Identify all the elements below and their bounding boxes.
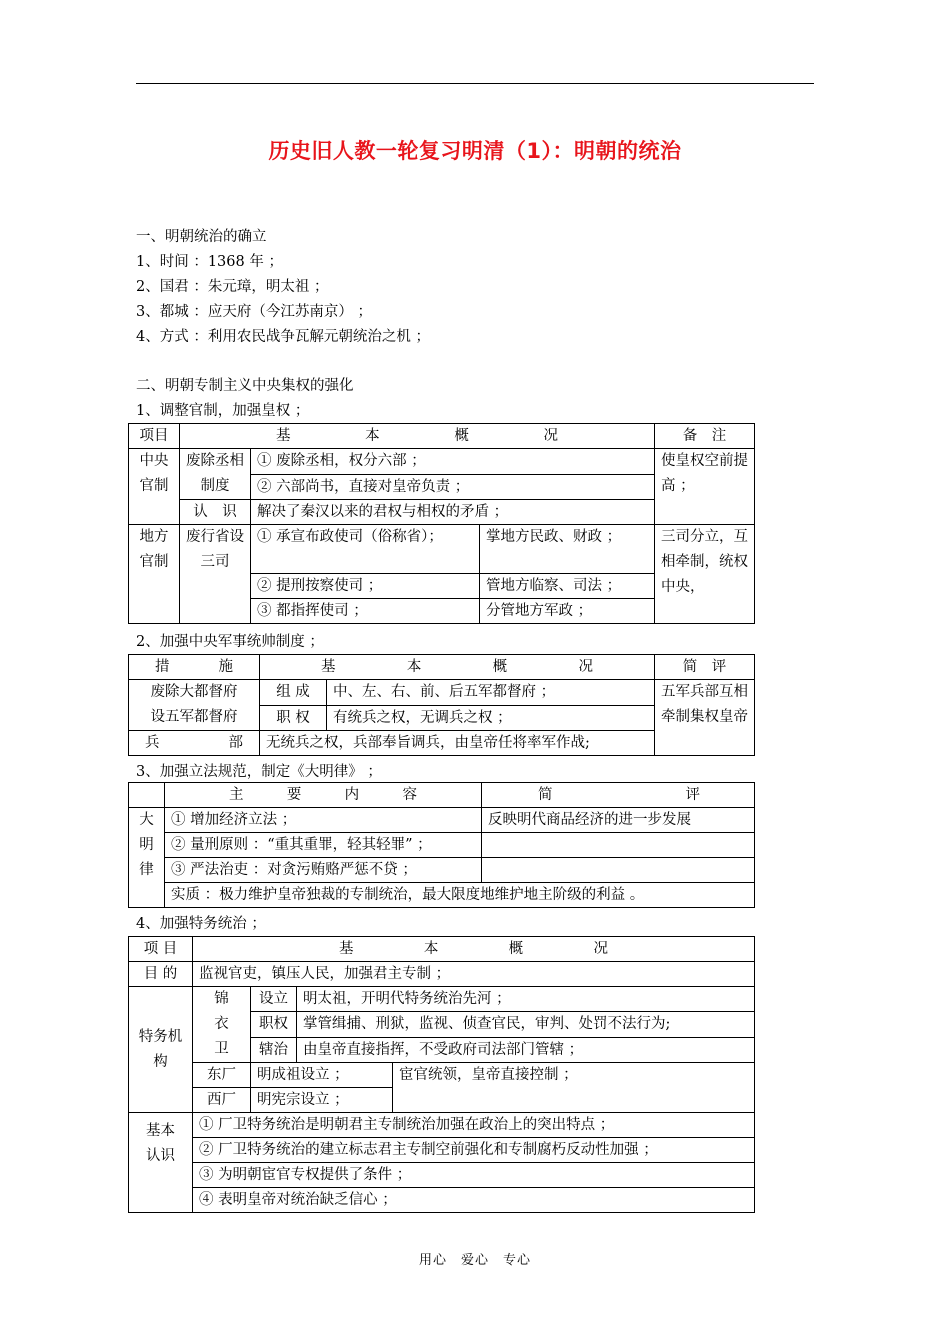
local-office-name: ① 承宣布政使司（俗称省）； — [251, 525, 480, 574]
subsection3-heading: 3、加强立法规范，制定《大明律》 ； — [136, 764, 382, 780]
section1-item: 4、方式 ：利用农民战争瓦解元朝统治之机 ； — [136, 329, 430, 345]
header-item: 项目 — [129, 424, 180, 449]
daminglu-label: 大明律 — [129, 808, 165, 908]
military-table — [128, 654, 755, 756]
header-eval: 简 评 — [655, 655, 755, 680]
bingbu-text: 无统兵之权，兵部奉旨调兵，由皇帝任将率军作战; — [260, 731, 655, 756]
authority-text: 有统兵之权，无调兵之权 ； — [327, 705, 655, 731]
page-title: 历史旧人教一轮复习明清（1）：明朝的统治 — [268, 139, 682, 163]
three-offices-label: 废行省设三司 — [180, 525, 251, 624]
law-content: ① 增加经济立法 ； — [165, 808, 482, 833]
header-eval: 简 评 — [482, 783, 755, 808]
law-essence: 实质 ：极力维护皇帝独裁的专制统治，最大限度地维护地主阶级的利益 。 — [165, 883, 755, 908]
control-text: 由皇帝直接指挥，不受政府司法部门管辖 ； — [297, 1037, 755, 1062]
local-office-duty: 分管地方军政 ； — [480, 599, 655, 624]
header-basic: 基 本 概 况 — [260, 655, 655, 680]
setup-label: 设立 — [251, 987, 297, 1012]
subsection2-heading: 2、加强中央军事统帅制度 ； — [136, 634, 324, 650]
authority-label: 职 权 — [260, 705, 327, 731]
section1-item: 1、时间 ：1368 年 ； — [136, 254, 283, 270]
section1-heading: 一、明朝统治的确立 — [136, 229, 267, 245]
recognition-item: ③ 为明朝宦官专权提供了条件 ； — [193, 1163, 755, 1188]
section2-heading: 二、明朝专制主义中央集权的强化 — [136, 378, 354, 394]
local-office-name: ② 提刑按察使司 ； — [251, 574, 480, 599]
power-label: 职权 — [251, 1012, 297, 1037]
law-eval: 反映明代商品经济的进一步发展 — [482, 808, 755, 833]
header-empty — [129, 783, 165, 808]
basic-recognition-label: 基本认识 — [129, 1113, 193, 1213]
law-content: ③ 严法治吏 ：对贪污贿赂严惩不贷 ； — [165, 858, 482, 883]
subsection4-heading: 4、加强特务统治 ； — [136, 916, 266, 932]
header-content: 主 要 内 容 — [165, 783, 482, 808]
note-local: 三司分立，互相牵制，统权中央， — [655, 525, 755, 624]
header-basic: 基 本 概 况 — [193, 937, 755, 962]
subsection1-heading: 1、调整官制，加强皇权 ； — [136, 403, 310, 419]
recognition-label: 认 识 — [180, 500, 251, 525]
abolish-label: 废除丞相制度 — [180, 449, 251, 500]
setup-text: 明太祖，开明代特务统治先河 ； — [297, 987, 755, 1012]
page-footer: 用心 爱心 专心 — [418, 1253, 531, 1268]
xichang-text: 明宪宗设立 ； — [251, 1088, 393, 1113]
local-office-duty: 管地方临察、司法 ； — [480, 574, 655, 599]
header-item: 项 目 — [129, 937, 193, 962]
xichang-label: 西厂 — [193, 1088, 251, 1113]
law-content: ② 量刑原则 ：“重其重罪，轻其轻罪” ； — [165, 833, 482, 858]
officials-table — [128, 423, 755, 624]
note-central: 使皇权空前提高 ； — [655, 449, 755, 525]
power-text: 掌管缉捕、刑狱，监视、侦查官民，审判、处罚不法行为; — [297, 1012, 755, 1037]
recognition-item: ② 厂卫特务统治的建立标志君主专制空前强化和专制腐朽反动性加强 ； — [193, 1138, 755, 1163]
purpose-text: 监视官吏，镇压人民，加强君主专制 ； — [193, 962, 755, 987]
purpose-label: 目 的 — [129, 962, 193, 987]
central-label: 中央官制 — [129, 449, 180, 525]
composition-label: 组 成 — [260, 680, 327, 706]
law-table — [128, 782, 755, 908]
secret-police-table — [128, 936, 755, 1213]
control-label: 辖治 — [251, 1037, 297, 1062]
law-eval-empty — [482, 833, 755, 858]
dongchang-label: 东厂 — [193, 1063, 251, 1088]
section1-item: 3、都城 ：应天府（今江苏南京） ； — [136, 304, 372, 320]
central-row: ① 废除丞相，权分六部 ； — [251, 449, 655, 475]
dongchang-text: 明成祖设立 ； — [251, 1063, 393, 1088]
composition-text: 中、左、右、前、后五军都督府 ； — [327, 680, 655, 706]
jinyiwei-label: 锦衣卫 — [193, 987, 251, 1063]
recognition-item: ④ 表明皇帝对统治缺乏信心 ； — [193, 1188, 755, 1213]
local-label: 地方官制 — [129, 525, 180, 624]
section1-item: 2、国君 ：朱元璋，明太祖 ； — [136, 279, 329, 295]
measure-dudufu: 废除大都督府 设五军都督府 — [129, 680, 260, 731]
central-row: ② 六部尚书，直接对皇帝负责 ； — [251, 474, 655, 500]
header-measure: 措 施 — [129, 655, 260, 680]
recognition-item: ① 厂卫特务统治是明朝君主专制统治加强在政治上的突出特点 ； — [193, 1113, 755, 1138]
local-office-name: ③ 都指挥使司 ； — [251, 599, 480, 624]
local-office-duty: 掌地方民政、财政 ； — [480, 525, 655, 574]
header-note: 备 注 — [655, 424, 755, 449]
agency-label: 特务机构 — [129, 987, 193, 1113]
military-eval: 五军兵部互相牵制集权皇帝 — [655, 680, 755, 756]
law-eval-empty — [482, 858, 755, 883]
measure-bingbu: 兵 部 — [129, 731, 260, 756]
header-rule — [136, 83, 814, 84]
recognition-text: 解决了秦汉以来的君权与相权的矛盾 ； — [251, 500, 655, 525]
header-basic: 基 本 概 况 — [180, 424, 655, 449]
chang-note: 宦官统领，皇帝直接控制 ； — [393, 1063, 755, 1113]
